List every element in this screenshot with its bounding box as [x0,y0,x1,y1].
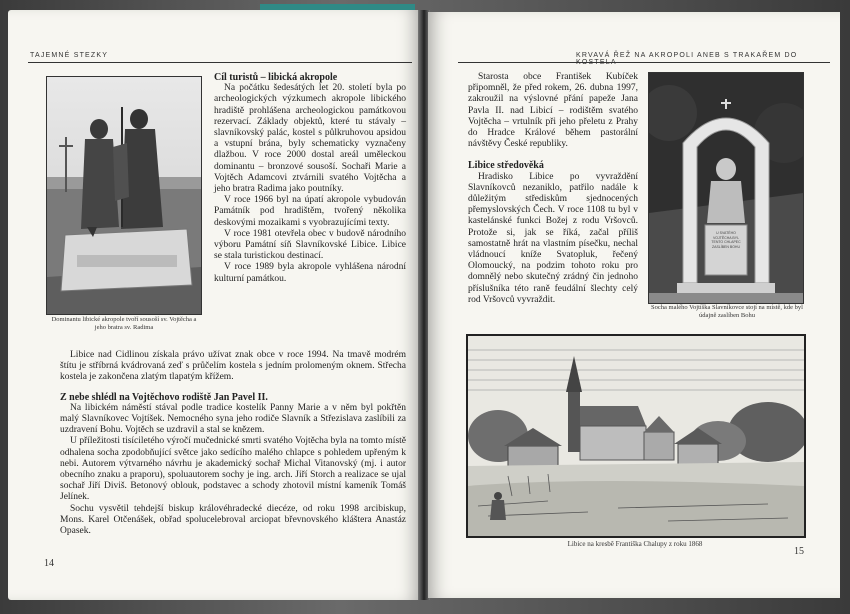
section2-title: Z nebe shlédl na Vojtěchovo rodiště Jan Pavel II. [60,391,268,403]
section1-paragraph-4: V roce 1989 byla akropole vyhlášena národní kulturní památkou. [214,262,406,284]
child-statue-image [649,73,803,303]
right-page-header: KRVAVÁ ŘEŽ NA AKROPOLI ANEB S TRAKAŘEM DO [576,52,798,59]
section1-paragraph-2: V roce 1966 byl na úpatí akropole vybudován Památník pod hradištěm, tvořený několika deskovými mozaikami s vyobrazujícími texty. [214,195,406,228]
medieval-section-paragraph: Hradisko Libice po vyvraždění Slavníkovců nezaniklo, patřilo nadále k důležitým střediskům sjednocených přemyslovských Čech. V roce 1108 tu byl v kastelánské funkci Božej z rodu Vršovců. Protože si, jak se říká, začal příliš samostatně hrát na vlastním písečku, nechal vládnoucí kníže Svatopluk, řečený Olomoucký, na podzim tohoto roku pro domnělý nebo skutečný zrádný čin jednoho příslušníka této raně feudální šlechty celý rod Vršovců vyvraždit. [468,171,638,305]
engraving-caption: Libice na kresbě Františka Chalupy z roku 1868 [567,540,703,548]
medieval-section-title: Libice středověká [468,160,544,172]
section1-paragraph-3: V roce 1981 otevřela obec v budově národního výboru Památní síň Slavníkovské Libice. Libice se stala turistickou destinací. [214,228,406,262]
section1-paragraph-1: Na počátku šedesátých let 20. století byla po archeologických výzkumech akropole libického hradiště prohlášena archeologickou památkovou rezervací. Základy objektů, které tu stávaly – slavníkovský palác, kostel s půlkruhovou apsidou a vstupní brána, byly schematicky vyznačeny dlažbou. V roce 2000 dostal areál uměleckou dominantu – bronzové sousoší. Sochaři Marie a Vojtěch Adamcovi ztvárnili svatého Vojtěcha a jeho bratra Radima jako poutníky. [214,83,406,195]
plaque-text: U SVATÉHO VOJTĚCHA BYL TENTO CHLAPEC ZASLÍBEN BOHU [711,231,741,249]
section1-title: Cíl turistů – libická akropole [214,72,338,83]
child-statue-photo [648,72,804,304]
right-page [428,12,840,598]
engraving-image [468,336,804,536]
child-statue-caption: Socha malého Vojtíška Slavníkovce stojí na místě, kde byl údajně zaslíben Bohu [651,304,803,319]
engraving-illustration [466,334,806,538]
statue-photo [46,76,202,315]
left-page [8,10,420,600]
statue-photo-caption: Dominantu libické akropole tvoří sousoší sv. Vojtěcha a jeho bratra sv. Radima [51,316,197,331]
left-header-rule [28,62,412,63]
left-page-number: 14 [44,558,54,569]
left-page-header: TAJEMNÉ STEZKY [30,52,109,59]
section1-paragraph-5: Libice nad Cidlinou získala právo užívat znak obce v roce 1994. Na tmavě modrém štítu je stříbrná kvádrovaná zeď s průčelím kostela s jedním prolomeným oknem. Střecha kostela je zakončena zlatým tlapatým křížem. [60,350,406,383]
right-page-number: 15 [794,546,804,557]
intro-paragraph: Starosta obce František Kubíček připomněl, že před rokem, 26. dubna 1997, zakroužil na výslovné přání papeže Jana Pavla II. nad Libicí – rodištěm svatého Vojtěcha – vrtulník při jeho přeletu z Prahy do Hradce Králové během pastorální návštěvy České republiky. [468,72,638,150]
full-width-text [60,350,406,537]
right-column-text [468,72,638,306]
section2-paragraph-2: U příležitosti tisíciletého výročí mučednické smrti svatého Vojtěcha byla na tomto místě odhalena socha zpodobňující světce jako sedícího malého chlapce s pohledem upřeným k nebi. Autorem výtvarného návrhu je akademický sochař Michal Vitanovský (mj. i autor obecního znaku a praporu), spoluautorem sochy je ing. arch. Jiří Storch a realizace se ujal sochař Jiří Diviš. Betonový oblouk, podstavec a schody zhotovil místní kameník Tomáš Jelínek. [60,436,406,503]
right-header-rule [458,62,830,63]
section2-paragraph-1: Na libickém náměstí stával podle tradice kostelík Panny Marie a v něm byl pokřtěn malý Slavníkovec Vojtíšek. Nemocného syna jeho rodiče Slavník a Střezislava zaslíbili za uzdravení Bohu. Vojtěch se uzdravil a stal se knězem. [60,402,406,436]
section1-column [214,72,406,285]
section2-paragraph-3: Sochu vysvětil tehdejší biskup královéhradecké diecéze, od roku 1998 arcibiskup, Mons. Karel Otčenášek, obřad spolucelebroval arciopat břevnovského kláštera Anastáz Opasek. [60,503,406,537]
statue-photo-image [47,77,201,314]
